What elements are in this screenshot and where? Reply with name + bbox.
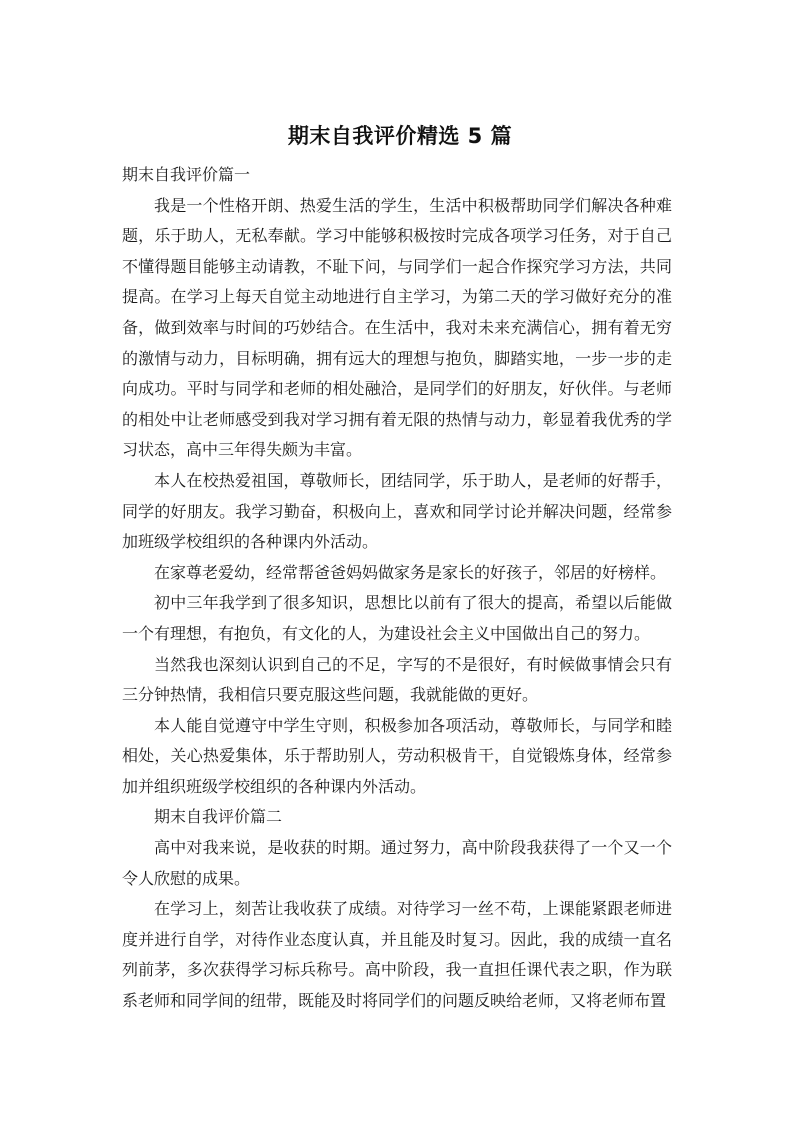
paragraph: 高中对我来说，是收获的时期。通过努力，高中阶段我获得了一个又一个令人欣慰的成果。: [122, 838, 672, 888]
section-heading-2: 期末自我评价篇二: [154, 807, 283, 827]
paragraph: 在学习上，刻苦让我收获了成绩。对待学习一丝不苟，上课能紧跟老师进度并进行自学，对待作业态度认真，并且能及时复习。因此，我的成绩一直名列前茅，多次获得学习标兵称号。高中阶段，我一直担任课代表之职，作为联系老师和同学间的纽带，既能及时将同学们的问题反映给老师，又将老师布置: [122, 899, 672, 1011]
section-heading-1: 期末自我评价篇一: [122, 165, 251, 184]
document-title: 期末自我评价精选 5 篇: [287, 124, 513, 148]
document-body: [122, 160, 672, 1017]
paragraph: 在家尊老爱幼，经常帮爸爸妈妈做家务是家长的好孩子，邻居的好榜样。: [154, 562, 667, 582]
paragraph: 我是一个性格开朗、热爱生活的学生，生活中积极帮助同学们解决各种难题，乐于助人，无私奉献。学习中能够积极按时完成各项学习任务，对于自己不懂得题目能够主动请教，不耻下问，与同学们一起合作探究学习方法，共同提高。在学习上每天自觉主动地进行自主学习，为第二天的学习做好充分的准备，做到效率与时间的巧妙结合。在生活中，我对未来充满信心，拥有着无穷的激情与动力，目标明确，拥有远大的理想与抱负，脚踏实地，一步一步的走向成功。平时与同学和老师的相处融洽，是同学们的好朋友，好伙伴。与老师的相处中让老师感受到我对学习拥有着无限的热情与动力，彰显着我优秀的学习状态，高中三年得失颇为丰富。: [122, 195, 672, 460]
paragraph: 本人能自觉遵守中学生守则，积极参加各项活动，尊敬师长，与同学和睦相处，关心热爱集体，乐于帮助别人，劳动积极肯干，自觉锻炼身体，经常参加并组织班级学校组织的各种课内外活动。: [122, 715, 672, 796]
paragraph: 当然我也深刻认识到自己的不足，字写的不是很好，有时候做事情会只有三分钟热情，我相信只要克服这些问题，我就能做的更好。: [122, 654, 672, 705]
paragraph: 本人在校热爱祖国，尊敬师长，团结同学，乐于助人，是老师的好帮手，同学的好朋友。我学习勤奋，积极向上，喜欢和同学讨论并解决问题，经常参加班级学校组织的各种课内外活动。: [122, 470, 672, 552]
paragraph: 初中三年我学到了很多知识，思想比以前有了很大的提高，希望以后能做一个有理想，有抱负，有文化的人，为建设社会主义中国做出自己的努力。: [122, 593, 672, 643]
